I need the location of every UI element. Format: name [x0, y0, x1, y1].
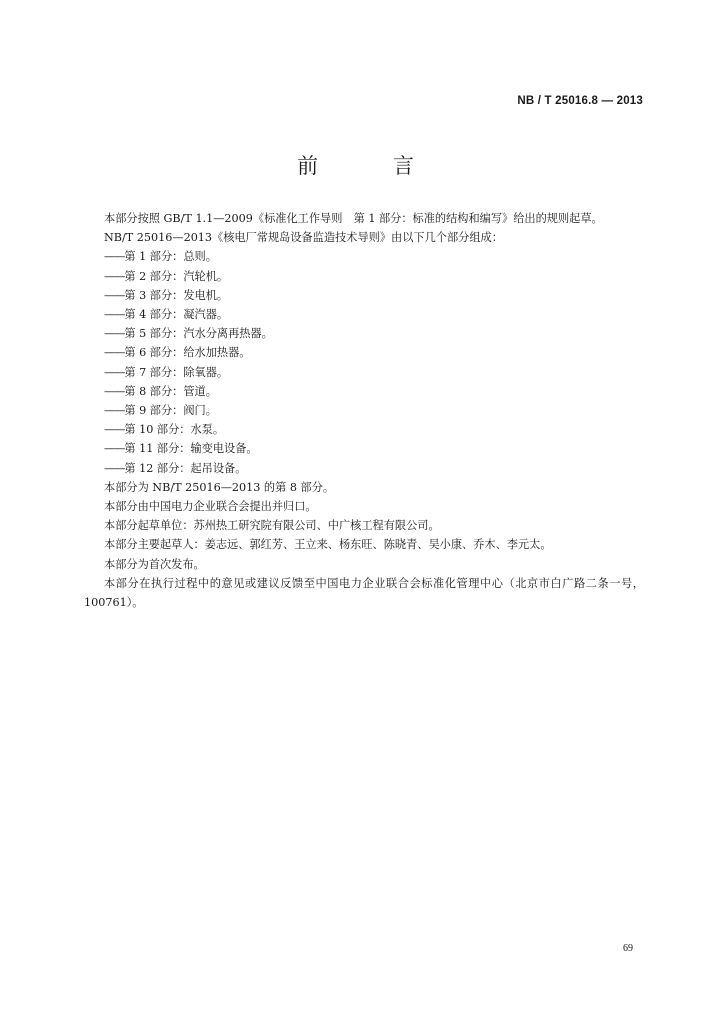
list-item-text: 第 5 部分：汽水分离再热器。: [124, 327, 273, 341]
dash-mark: ——: [104, 327, 125, 341]
list-item-text: 第 12 部分：起吊设备。: [124, 461, 247, 475]
page-number: 69: [623, 943, 633, 954]
closing-paragraph-3: 本部分起草单位：苏州热工研究院有限公司、中广核工程有限公司。: [104, 519, 440, 533]
closing-paragraph-4: 本部分主要起草人：姜志远、郭红芳、王立来、杨东旺、陈晓青、吴小康、乔木、李元太。: [104, 538, 552, 552]
page-title: 前 言: [297, 154, 448, 178]
foreword-body: [84, 209, 644, 612]
dash-mark: ——: [104, 346, 125, 360]
list-item: [84, 439, 644, 458]
list-item: [84, 324, 644, 343]
list-item: [84, 267, 644, 286]
list-item-text: 第 8 部分：管道。: [124, 384, 217, 398]
closing-paragraph-6: 本部分在执行过程中的意见或建议反馈至中国电力企业联合会标准化管理中心（北京市白广路二条一号，100761）。: [84, 576, 644, 610]
list-item: [84, 459, 644, 478]
dash-mark: ——: [104, 250, 125, 264]
dash-mark: ——: [104, 288, 125, 302]
dash-mark: ——: [104, 461, 125, 475]
list-item: [84, 305, 644, 324]
list-item-text: 第 11 部分：输变电设备。: [124, 442, 258, 456]
intro-paragraph-1: 本部分按照 GB/T 1.1—2009《标准化工作导则 第 1 部分：标准的结构和编写》给出的规则起草。: [104, 212, 603, 225]
list-item: [84, 401, 644, 420]
closing-paragraph-5: 本部分为首次发布。: [104, 557, 205, 571]
parts-list: [84, 247, 644, 477]
closing-paragraph-2: 本部分由中国电力企业联合会提出并归口。: [104, 500, 317, 514]
intro-paragraph-2: NB/T 25016—2013《核电厂常规岛设备监造技术导则》由以下几个部分组成：: [104, 231, 503, 245]
closing-paragraph-1: 本部分为 NB/T 25016—2013 的第 8 部分。: [104, 480, 335, 494]
standard-code: NB / T 25016.8 — 2013: [517, 95, 643, 107]
list-item: [84, 343, 644, 362]
list-item-text: 第 1 部分：总则。: [124, 250, 217, 264]
list-item: [84, 382, 644, 401]
dash-mark: ——: [104, 442, 125, 456]
list-item-text: 第 7 部分：除氧器。: [124, 365, 229, 379]
dash-mark: ——: [104, 423, 125, 437]
dash-mark: ——: [104, 269, 125, 283]
list-item-text: 第 6 部分：给水加热器。: [124, 346, 251, 360]
list-item-text: 第 4 部分：凝汽器。: [124, 308, 229, 322]
list-item-text: 第 2 部分：汽轮机。: [124, 269, 229, 283]
list-item: [84, 286, 644, 305]
dash-mark: ——: [104, 365, 125, 379]
list-item-text: 第 3 部分：发电机。: [124, 288, 229, 302]
dash-mark: ——: [104, 404, 125, 418]
dash-mark: ——: [104, 308, 125, 322]
list-item: [84, 363, 644, 382]
list-item-text: 第 10 部分：水泵。: [124, 423, 225, 437]
dash-mark: ——: [104, 384, 125, 398]
list-item: [84, 247, 644, 266]
list-item: [84, 420, 644, 439]
list-item-text: 第 9 部分：阀门。: [124, 404, 217, 418]
